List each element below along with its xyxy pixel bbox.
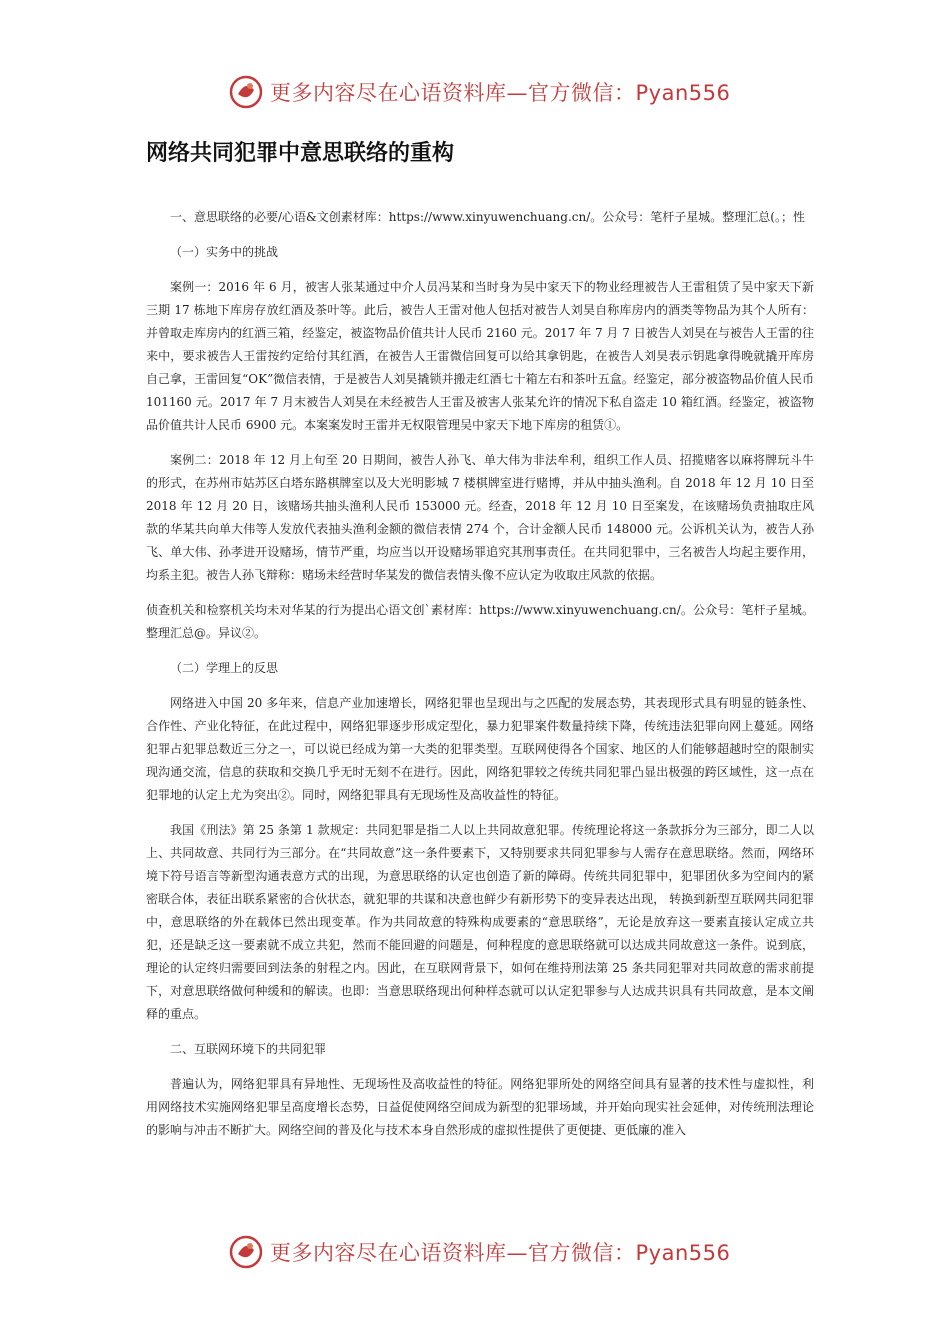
paragraph: 网络进入中国 20 多年来，信息产业加速增长，网络犯罪也呈现出与之匹配的发展态势，其表现形式具有明显的链条性、合作性、产业化特征，在此过程中，网络犯罪逐步形成定型化，暴力犯罪案件数量持续下降，传统违法犯罪向网上蔓延。网络犯罪占犯罪总数近三分之一，可以说已经成为第一大类的犯罪类型。互联网使得各个国家、地区的人们能够超越时空的限制实现沟通交流，信息的获取和交换几乎无时无刻不在进行。因此，网络犯罪较之传统共同犯罪凸显出极强的跨区域性，这一点在犯罪地的认定上尤为突出②。同时，网络犯罪具有无现场性及高收益性的特征。 — [146, 696, 814, 802]
paragraph: 我国《刑法》第 25 条第 1 款规定：共同犯罪是指二人以上共同故意犯罪。传统理论将这一条款拆分为三部分，即二人以上、共同故意、共同行为三部分。在“共同故意”这一条件要素下，又特别要求共同犯罪参与人需存在意思联络。然而，网络环境下符号语言等新型沟通表意方式的出现，为意思联络的认定也创造了新的障碍。传统共同犯罪中，犯罪团伙多为空间内的紧密联合体，表征出联系紧密的合伙状态，就犯罪的共谋和决意也鲜少有新形势下的变异表达出现， 转换到新型互联网共同犯罪中，意思联络的外在载体已然出现变革。作为共同故意的特殊构成要素的“意思联络”，无论是放弃这一要素直接认定成立共犯，还是缺乏这一要素就不成立共犯，然而不能回避的问题是，何种程度的意思联络就可以达成共同故意这一条件。说到底，理论的认定终归需要回到法条的射程之内。因此，在互联网背景下，如何在维持刑法第 25 条共同犯罪对共同故意的需求前提下，对意思联络做何种缓和的解读。也即：当意思联络现出何种样态就可以认定犯罪参与人达成共识具有共同故意，是本文阐释的重点。 — [146, 823, 814, 1021]
section-heading: （一）实务中的挑战 — [170, 245, 279, 259]
brand-logo-icon — [228, 74, 264, 110]
section-heading: 二、互联网环境下的共同犯罪 — [170, 1042, 327, 1056]
footer-banner — [228, 1232, 731, 1272]
banner-text: 更多内容尽在心语资料库—官方微信：Pyan556 — [270, 81, 731, 105]
paragraph: 侦查机关和检察机关均未对华某的行为提出心语文创`素材库：https://www.xinyuwenchuang.cn/。公众号：笔杆子星城。整理汇总@。异议②。 — [146, 603, 814, 640]
banner-text: 更多内容尽在心语资料库—官方微信：Pyan556 — [270, 1241, 731, 1265]
paragraph: 普遍认为，网络犯罪具有异地性、无现场性及高收益性的特征。网络犯罪所处的网络空间具有显著的技术性与虚拟性，利用网络技术实施网络犯罪呈高度增长态势，日益促使网络空间成为新型的犯罪场域，并开始向现实社会延伸，对传统刑法理论的影响与冲击不断扩大。网络空间的普及化与技术本身自然形成的虚拟性提供了更便捷、更低廉的准入 — [146, 1077, 814, 1137]
page-title: 网络共同犯罪中意思联络的重构 — [146, 141, 455, 166]
brand-logo-icon — [228, 1234, 264, 1270]
paragraph: 案例一：2016 年 6 月，被害人张某通过中介人员冯某和当时身为吴中家天下的物业经理被告人王雷租赁了吴中家天下新三期 17 栋地下库房存放红酒及茶叶等。此后，被告人王雷对他人包括对被告人刘昊自称库房内的酒类等物品为其个人所有：并曾取走库房内的红酒三箱，经鉴定，被盗物品价值共计人民币 2160 元。2017 年 7 月 7 日被告人刘昊在与被告人王雷的往来中，要求被告人王雷按约定给付其红酒，在被告人王雷微信回复可以给其拿钥匙，在被告人刘昊表示钥匙拿得晚就撬开库房自己拿，王雷回复“OK”微信表情，于是被告人刘昊撬锁并搬走红酒七十箱左右和茶叶五盒。经鉴定，部分被盗物品价值人民币 101160 元。2017 年 7 月末被告人刘昊在未经被告人王雷及被害人张某允许的情况下私自盗走 10 箱红酒。经鉴定，被盗物品价值共计人民币 6900 元。本案案发时王雷并无权限管理吴中家天下地下库房的租赁①。 — [146, 280, 814, 432]
document-body — [146, 206, 814, 1154]
header-banner — [228, 72, 731, 112]
section-heading: （二）学理上的反思 — [170, 661, 279, 675]
paragraph: 案例二：2018 年 12 月上旬至 20 日期间，被告人孙飞、单大伟为非法牟利，组织工作人员、招揽赌客以麻将牌玩斗牛的形式，在苏州市姑苏区白塔东路棋牌室以及大光明影城 7 楼棋牌室进行赌博，并从中抽头渔利。自 2018 年 12 月 10 日至 2018 年 12 月 20 日，该赌场共抽头渔利人民币 153000 元。经查，2018 年 12 月 10 日至案发，在该赌场负责抽取庄风款的华某共向单大伟等人发放代表抽头渔利金额的微信表情 274 个，合计金额人民币 148000 元。公诉机关认为，被告人孙飞、单大伟、孙孝进开设赌场，情节严重，均应当以开设赌场罪追究其刑事责任。在共同犯罪中，三名被告人均起主要作用，均系主犯。被告人孙飞辩称：赌场未经营时华某发的微信表情头像不应认定为收取庄风款的依据。 — [146, 453, 814, 582]
paragraph: 一、意思联络的必要/心语&文创素材库：https://www.xinyuwenchuang.cn/。公众号：笔杆子星城。整理汇总(。；性 — [170, 210, 805, 224]
